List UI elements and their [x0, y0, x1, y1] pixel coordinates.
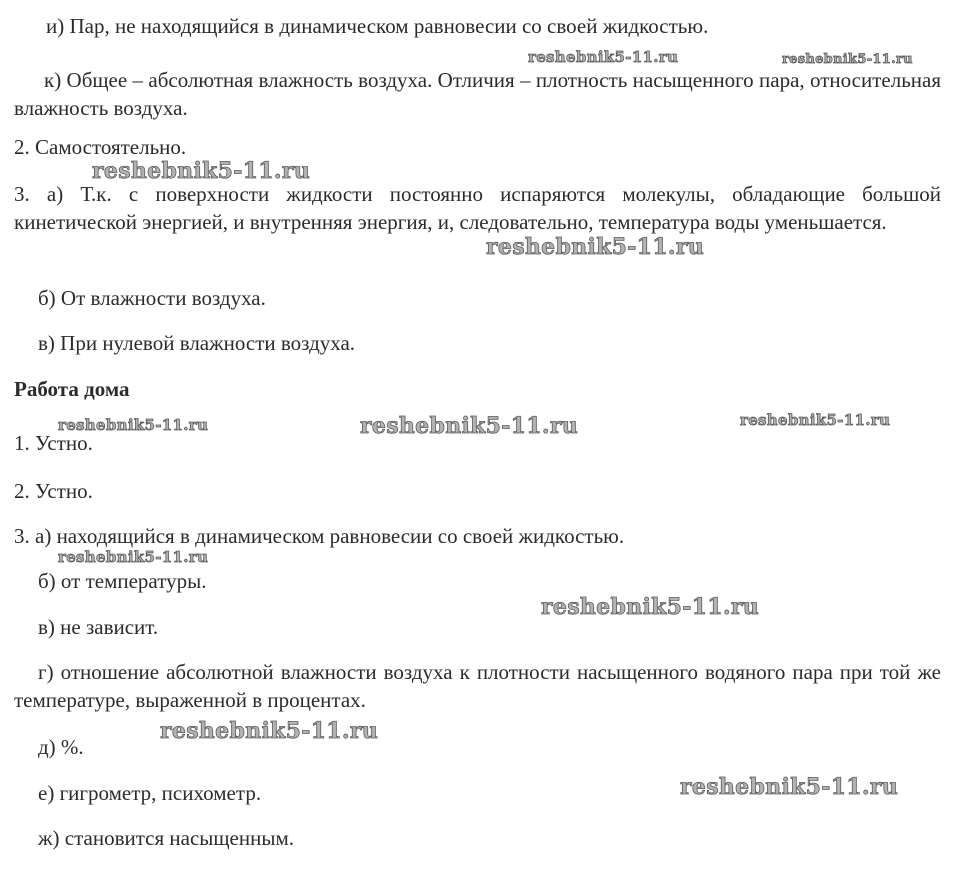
paragraph-3v: в) При нулевой влажности воздуха.	[38, 331, 356, 355]
paragraph-3b: б) От влажности воздуха.	[38, 286, 266, 310]
heading-home-work: Работа дома	[14, 377, 130, 401]
paragraph-3a: 3. а) Т.к. с поверхности жидкости постоянно испаряются молекулы, обладающие большой кинетической энергией, и внутренняя энергия, и, следовательно, температура воды уменьшается.	[14, 182, 941, 234]
watermark: reshebnik5-11.ru	[58, 416, 209, 434]
home-item-3b: б) от температуры.	[38, 569, 207, 593]
home-item-3g: г) отношение абсолютной влажности воздуха к плотности насыщенного водяного пара при той же температуре, выраженной в процентах.	[14, 660, 941, 712]
watermark: reshebnik5-11.ru	[58, 548, 209, 566]
watermark: reshebnik5-11.ru	[782, 52, 913, 67]
paragraph-k: к) Общее – абсолютная влажность воздуха. Отличия – плотность насыщенного пара, относительная влажность воздуха.	[14, 68, 941, 120]
home-item-3d: д) %.	[38, 735, 84, 759]
watermark: reshebnik5-11.ru	[740, 411, 891, 429]
watermark: reshebnik5-11.ru	[486, 234, 705, 260]
home-item-3a: 3. а) находящийся в динамическом равновесии со своей жидкостью.	[14, 524, 625, 548]
watermark: reshebnik5-11.ru	[92, 158, 311, 184]
watermark: reshebnik5-11.ru	[360, 413, 579, 439]
paragraph-2: 2. Самостоятельно.	[14, 135, 187, 159]
home-item-3e: е) гигрометр, психометр.	[38, 781, 262, 805]
watermark: reshebnik5-11.ru	[160, 718, 379, 744]
watermark: reshebnik5-11.ru	[680, 774, 899, 800]
paragraph-i: и) Пар, не находящийся в динамическом равновесии со своей жидкостью.	[46, 14, 709, 38]
home-item-3zh: ж) становится насыщенным.	[38, 826, 294, 850]
home-item-1: 1. Устно.	[14, 431, 93, 455]
watermark: reshebnik5-11.ru	[528, 48, 679, 66]
watermark: reshebnik5-11.ru	[541, 594, 760, 620]
home-item-2: 2. Устно.	[14, 479, 93, 503]
home-item-3v: в) не зависит.	[38, 615, 159, 639]
